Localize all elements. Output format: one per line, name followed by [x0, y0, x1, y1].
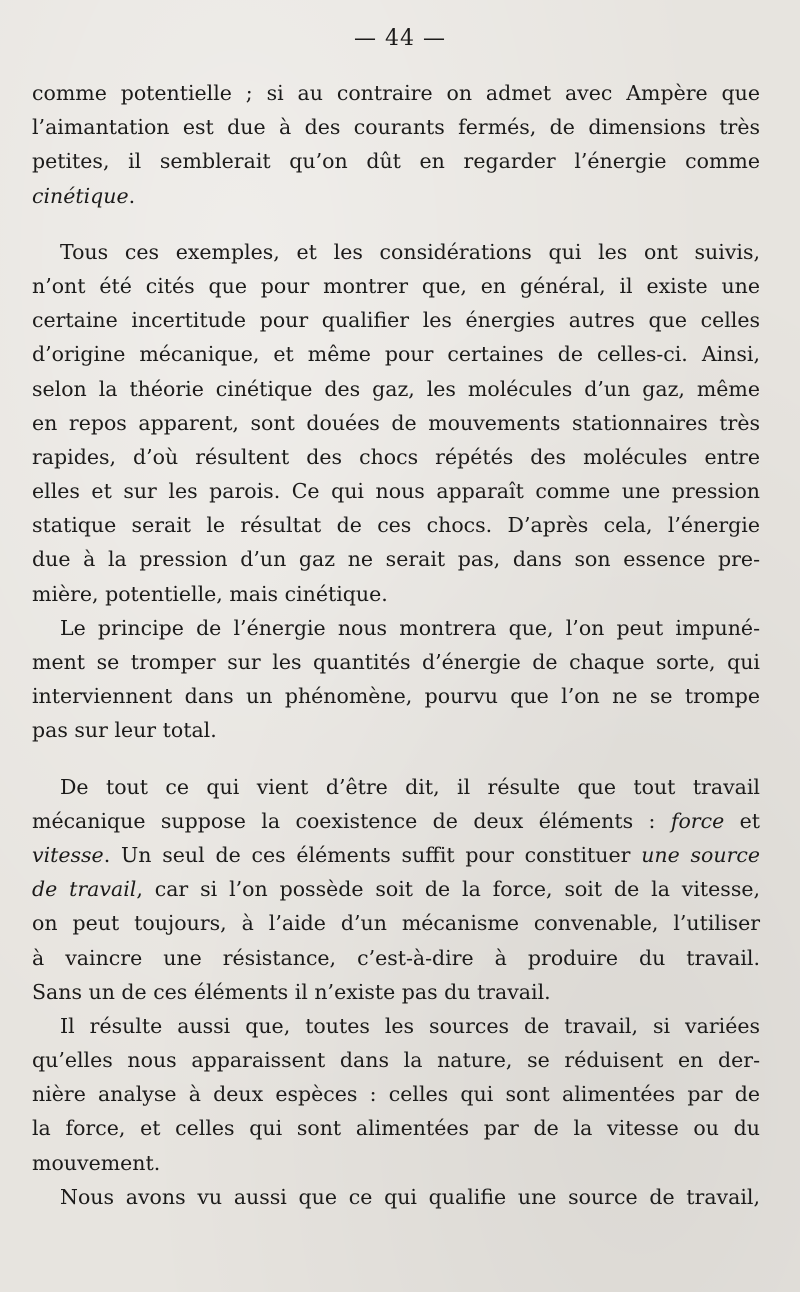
italic-term: force [670, 808, 725, 833]
text-fragment: mécanique suppose la coexistence de deux éléments : [32, 808, 671, 833]
paragraph-2 [32, 235, 760, 611]
text-line: en repos apparent, sont douées de mouvements stationnaires très [32, 410, 760, 435]
text-line [32, 838, 760, 872]
text-line: elles et sur les parois. Ce qui nous apparaît comme une pression [32, 479, 760, 504]
text-line: d’origine mécanique, et même pour certaines de celles-ci. Ainsi, [32, 342, 760, 367]
text-line: Le principe de l’énergie nous montrera que, l’on peut impuné- [60, 615, 760, 640]
text-body [32, 76, 760, 1214]
text-line: on peut toujours, à l’aide d’un mécanisme convenable, l’utiliser [32, 911, 760, 936]
text-line: due à la pression d’un gaz ne serait pas, dans son essence pre- [32, 547, 760, 572]
text-line: statique serait le résultat de ces chocs. D’après cela, l’énergie [32, 513, 760, 538]
text-line: rapides, d’où résultent des chocs répétés des molécules entre [32, 444, 760, 469]
text-line: mière, potentielle, mais cinétique. [32, 581, 388, 606]
text-line: petites, il semblerait qu’on dût en regarder l’énergie comme [32, 149, 760, 174]
text-line: De tout ce qui vient d’être dit, il résulte que tout travail [60, 774, 760, 799]
text-line: nière analyse à deux espèces : celles qui sont alimentées par de [32, 1082, 760, 1107]
text-line: certaine incertitude pour qualifier les énergies autres que celles [32, 308, 760, 333]
text-line: à vaincre une résistance, c’est-à-dire à produire du travail. [32, 945, 760, 970]
paragraph-5 [32, 1009, 760, 1180]
text-fragment: , car si l’on possède soit de la force, soit de la vitesse, [136, 877, 760, 902]
text-line: ment se tromper sur les quantités d’énergie de chaque sorte, qui [32, 650, 760, 674]
italic-term: cinétique [32, 183, 129, 208]
paragraph-4 [32, 770, 760, 1009]
text-line: comme potentielle ; si au contraire on admet avec Ampère que [32, 81, 760, 105]
text-line: qu’elles nous apparaissent dans la nature, se réduisent en der- [32, 1048, 760, 1073]
italic-term: de travail [32, 877, 137, 902]
text-line [32, 179, 760, 213]
paragraph-1 [32, 76, 760, 213]
paragraph-3 [32, 611, 760, 748]
text-line: n’ont été cités que pour montrer que, en général, il existe une [32, 273, 760, 298]
text-fragment: et [724, 808, 760, 833]
text-line: Nous avons vu aussi que ce qui qualifie une source de travail, [60, 1184, 760, 1209]
text-line: l’aimantation est due à des courants fermés, de dimensions très [32, 115, 760, 140]
text-fragment: . [128, 183, 136, 208]
text-line: la force, et celles qui sont alimentées par de la vitesse ou du [32, 1116, 760, 1141]
text-line: Sans un de ces éléments il n’existe pas du travail. [32, 979, 551, 1004]
text-line: Tous ces exemples, et les considérations qui les ont suivis, [60, 239, 760, 264]
text-line: interviennent dans un phénomène, pourvu que l’on ne se trompe [32, 684, 760, 709]
text-line [32, 872, 760, 906]
text-fragment: . Un seul de ces éléments suffit pour constituer [103, 842, 642, 867]
paragraph-gap [32, 748, 760, 770]
text-line: selon la théorie cinétique des gaz, les molécules d’un gaz, même [32, 376, 760, 401]
page-number: — 44 — [354, 26, 446, 51]
italic-term: vitesse [32, 842, 104, 867]
text-line [32, 804, 760, 838]
paragraph-6 [32, 1180, 760, 1214]
text-line: pas sur leur total. [32, 718, 217, 743]
text-line: mouvement. [32, 1150, 161, 1175]
italic-term: une source [641, 842, 760, 867]
text-line: Il résulte aussi que, toutes les sources de travail, si variées [60, 1013, 760, 1038]
paragraph-gap [32, 213, 760, 235]
